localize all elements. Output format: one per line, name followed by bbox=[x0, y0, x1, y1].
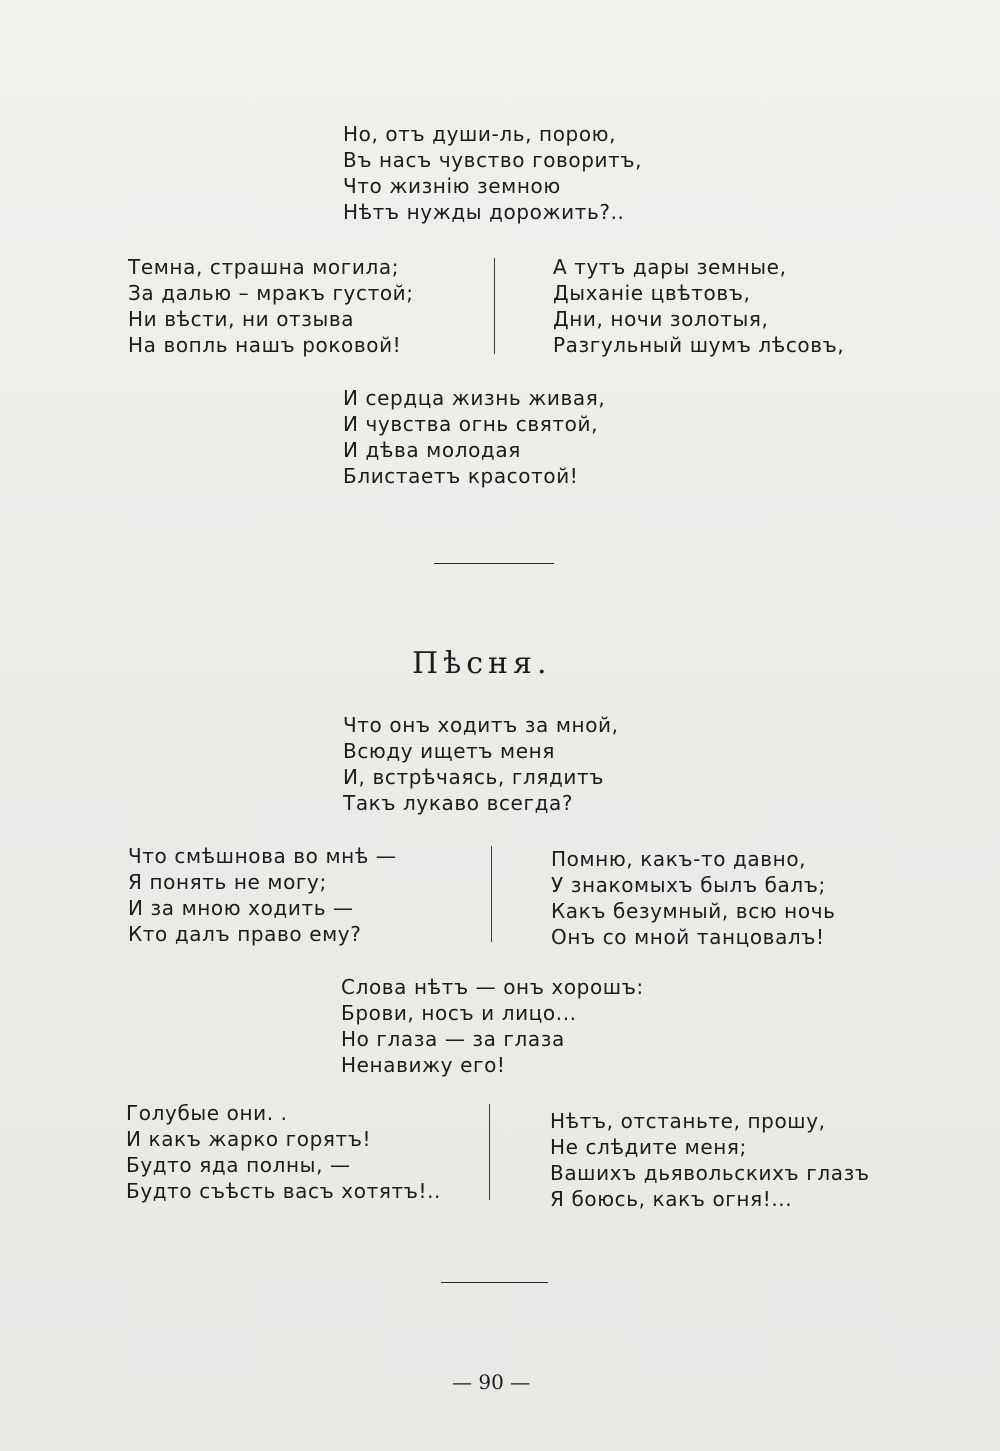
verse-line: И какъ жарко горятъ! bbox=[126, 1127, 372, 1151]
verse-line: А тутъ дары земные, bbox=[553, 255, 787, 279]
verse-line: Вашихъ дьявольскихъ глазъ bbox=[550, 1161, 870, 1185]
verse-line: Голубые они. . bbox=[126, 1101, 288, 1125]
verse-line: Дыханіе цвѣтовъ, bbox=[553, 281, 751, 305]
verse-line: Брови, носъ и лицо... bbox=[341, 1001, 577, 1025]
verse-line: Нѣтъ нужды дорожить?.. bbox=[343, 200, 625, 224]
poem2-stanza-2-left bbox=[128, 843, 396, 947]
verse-line: Что онъ ходитъ за мной, bbox=[343, 713, 619, 737]
verse-line: Всюду ищетъ меня bbox=[343, 739, 555, 763]
poem2-stanza-4-left bbox=[126, 1100, 441, 1204]
page-number: — 90 — bbox=[452, 1370, 531, 1394]
column-divider bbox=[489, 1104, 490, 1200]
verse-line: И чувства огнь святой, bbox=[343, 412, 599, 436]
verse-line: Будто яда полны, — bbox=[126, 1153, 351, 1177]
verse-line: За далью – мракъ густой; bbox=[128, 281, 414, 305]
verse-line: И сердца жизнь живая, bbox=[343, 386, 606, 410]
section-divider bbox=[441, 1282, 548, 1283]
poem1-stanza-top bbox=[343, 121, 642, 225]
verse-line: И за мною ходить — bbox=[128, 896, 354, 920]
poem-title: Пѣсня. bbox=[412, 646, 552, 681]
column-divider bbox=[491, 846, 492, 942]
verse-line: Дни, ночи золотыя, bbox=[553, 307, 769, 331]
verse-line: Онъ со мной танцовалъ! bbox=[551, 925, 825, 949]
verse-line: На вопль нашъ роковой! bbox=[128, 333, 402, 357]
poem1-stanza-left bbox=[128, 254, 414, 358]
verse-line: Но, отъ души-ль, порою, bbox=[343, 122, 617, 146]
poem2-stanza-4-right bbox=[550, 1108, 870, 1212]
verse-line: Не слѣдите меня; bbox=[550, 1135, 747, 1159]
poem1-stanza-middle bbox=[343, 385, 605, 489]
verse-line: Темна, страшна могила; bbox=[128, 255, 400, 279]
verse-line: Ни вѣсти, ни отзыва bbox=[128, 307, 355, 331]
poem1-stanza-right bbox=[553, 254, 844, 358]
verse-line: Слова нѣтъ — онъ хорошъ: bbox=[341, 975, 644, 999]
verse-line: Какъ безумный, всю ночь bbox=[551, 899, 836, 923]
verse-line: Будто съѣсть васъ хотятъ!.. bbox=[126, 1179, 441, 1203]
verse-line: Кто далъ право ему? bbox=[128, 922, 362, 946]
poem2-stanza-3 bbox=[341, 974, 644, 1078]
verse-line: Такъ лукаво всегда? bbox=[343, 791, 574, 815]
verse-line: Что жизнію земною bbox=[343, 174, 561, 198]
section-divider bbox=[434, 563, 554, 564]
verse-line: Въ насъ чувство говоритъ, bbox=[343, 148, 643, 172]
verse-line: Нѣтъ, отстаньте, прошу, bbox=[550, 1109, 826, 1133]
verse-line: Но глаза — за глаза bbox=[341, 1027, 565, 1051]
verse-line: Блистаетъ красотой! bbox=[343, 464, 579, 488]
verse-line: Разгульный шумъ лѣсовъ, bbox=[553, 333, 845, 357]
poem2-stanza-2-right bbox=[551, 846, 836, 950]
verse-line: И дѣва молодая bbox=[343, 438, 521, 462]
verse-line: Ненавижу его! bbox=[341, 1053, 506, 1077]
verse-line: Что смѣшнова во мнѣ — bbox=[128, 844, 397, 868]
verse-line: И, встрѣчаясь, глядитъ bbox=[343, 765, 604, 789]
verse-line: Я боюсь, какъ огня!... bbox=[550, 1187, 793, 1211]
column-divider bbox=[494, 258, 495, 354]
verse-line: Я понять не могу; bbox=[128, 870, 327, 894]
verse-line: У знакомыхъ былъ балъ; bbox=[551, 873, 826, 897]
poem2-stanza-1 bbox=[343, 712, 619, 816]
verse-line: Помню, какъ-то давно, bbox=[551, 847, 807, 871]
